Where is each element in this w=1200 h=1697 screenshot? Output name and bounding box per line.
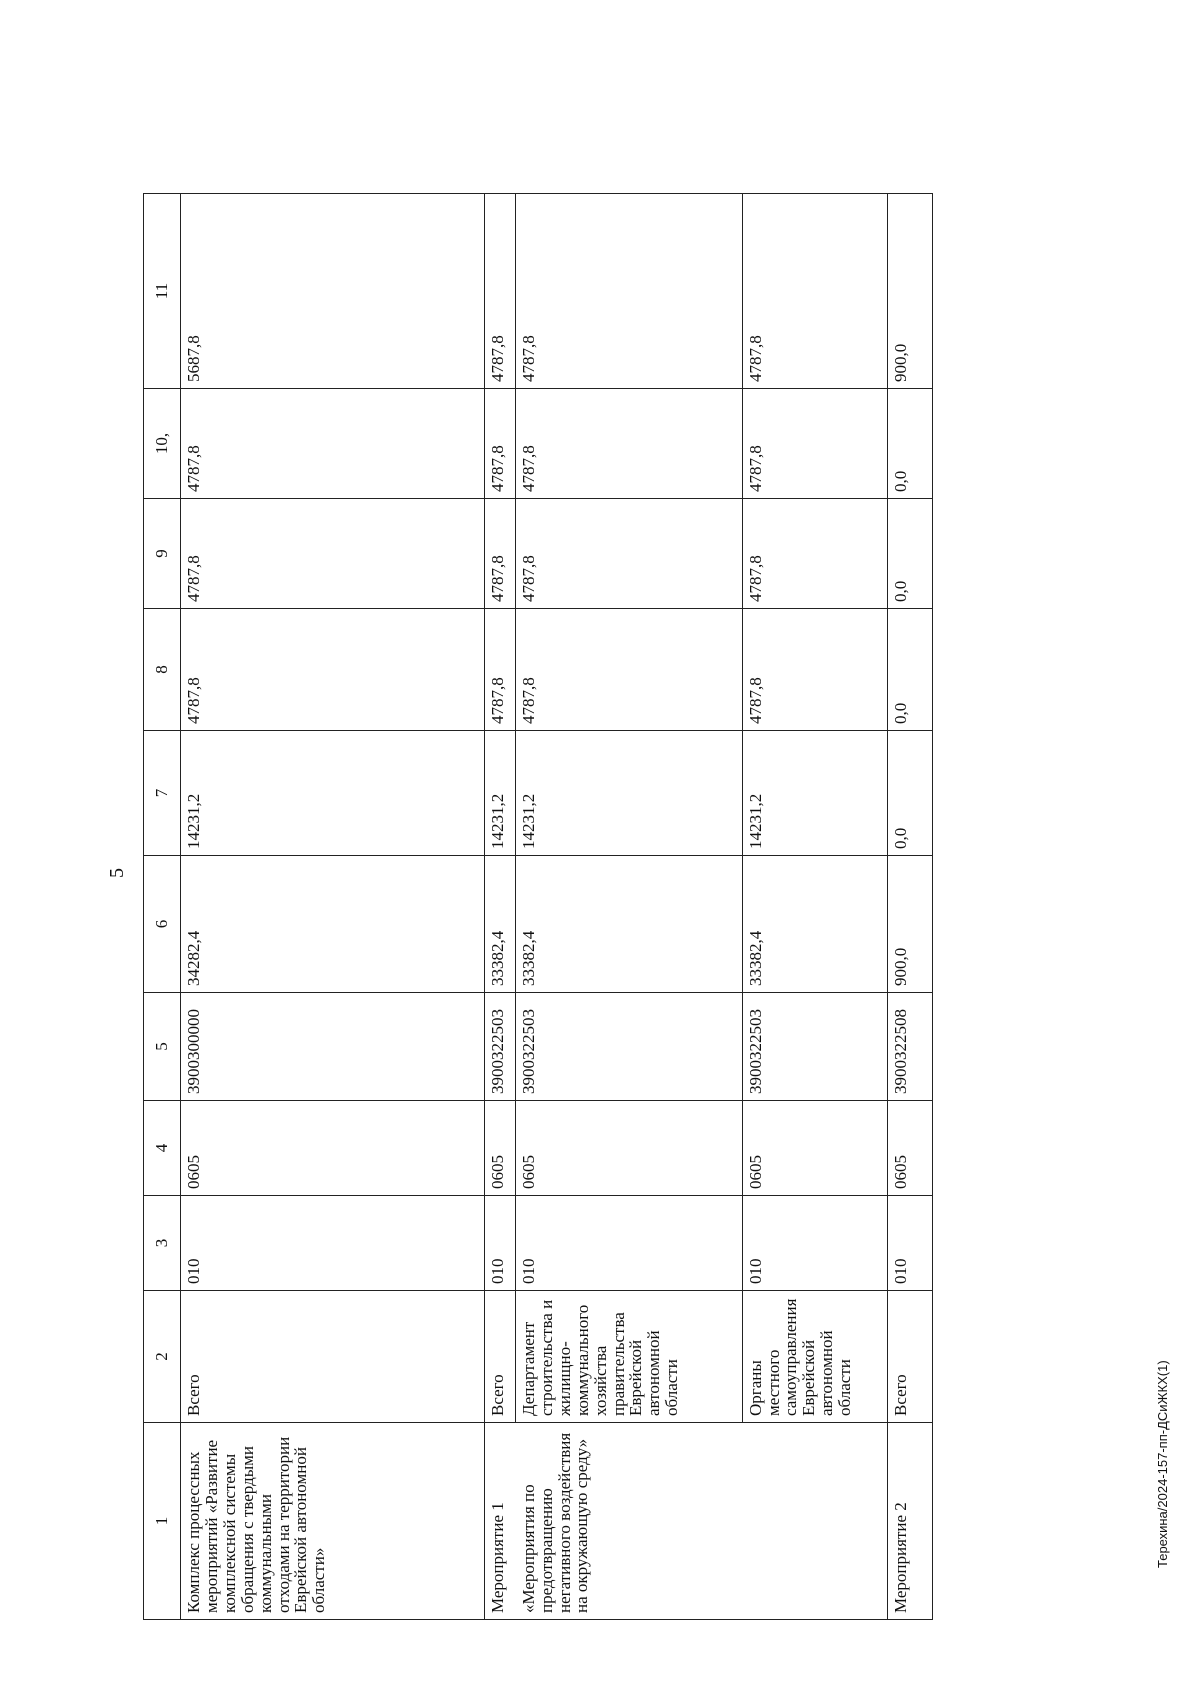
cell-col3: 010	[887, 1196, 932, 1291]
cell-col6: 33382,4	[516, 856, 742, 993]
cell-col7: 14231,2	[484, 731, 516, 856]
header-cell: 3	[144, 1196, 181, 1291]
cell-col4: 0605	[887, 1101, 932, 1196]
header-cell: 5	[144, 993, 181, 1101]
cell-col7: 14231,2	[516, 731, 742, 856]
table-row	[484, 194, 516, 1620]
cell-col10: 4787,8	[742, 389, 887, 499]
cell-name: Мероприятие 2	[887, 1423, 932, 1620]
cell-col10: 4787,8	[516, 389, 742, 499]
cell-col10: 4787,8	[484, 389, 516, 499]
header-cell: 7	[144, 731, 181, 856]
cell-col9: 4787,8	[484, 499, 516, 609]
cell-col11: 4787,8	[516, 194, 742, 389]
header-cell: 2	[144, 1291, 181, 1423]
cell-col9: 4787,8	[181, 499, 484, 609]
cell-col4: 0605	[181, 1101, 484, 1196]
cell-col11: 5687,8	[181, 194, 484, 389]
cell-col6: 33382,4	[742, 856, 887, 993]
cell-col11: 4787,8	[742, 194, 887, 389]
cell-col6: 34282,4	[181, 856, 484, 993]
cell-col6: 900,0	[887, 856, 932, 993]
cell-col5: 3900322503	[484, 993, 516, 1101]
cell-col7: 14231,2	[181, 731, 484, 856]
table-row	[742, 194, 887, 1620]
header-cell: 6	[144, 856, 181, 993]
cell-executor: Департамент строительства и жилищно-коммунального хозяйства правительства Еврейской автономной области	[516, 1291, 742, 1423]
cell-name	[742, 1423, 887, 1620]
cell-col8: 0,0	[887, 609, 932, 731]
cell-col4: 0605	[484, 1101, 516, 1196]
header-cell: 1	[144, 1423, 181, 1620]
cell-col6: 33382,4	[484, 856, 516, 993]
cell-executor: Всего	[887, 1291, 932, 1423]
header-cell: 11	[144, 194, 181, 389]
cell-executor: Всего	[181, 1291, 484, 1423]
cell-name: Мероприятие 1	[484, 1423, 516, 1620]
table-row	[181, 194, 484, 1620]
budget-table	[143, 193, 933, 1620]
cell-col4: 0605	[742, 1101, 887, 1196]
cell-col3: 010	[516, 1196, 742, 1291]
cell-col8: 4787,8	[484, 609, 516, 731]
cell-col8: 4787,8	[181, 609, 484, 731]
cell-col7: 0,0	[887, 731, 932, 856]
cell-executor: Органы местного самоуправления Еврейской автономной области	[742, 1291, 887, 1423]
cell-col3: 010	[742, 1196, 887, 1291]
table-container	[143, 194, 933, 1620]
cell-col11: 4787,8	[484, 194, 516, 389]
cell-col9: 4787,8	[516, 499, 742, 609]
cell-col10: 4787,8	[181, 389, 484, 499]
header-cell: 4	[144, 1101, 181, 1196]
cell-col5: 3900322503	[516, 993, 742, 1101]
cell-executor: Всего	[484, 1291, 516, 1423]
cell-col10: 0,0	[887, 389, 932, 499]
table-row	[516, 194, 742, 1620]
table-row	[887, 194, 932, 1620]
page-number: 5	[106, 868, 128, 878]
cell-col4: 0605	[516, 1101, 742, 1196]
cell-name: Комплекс процессных мероприятий «Развитие комплексной системы обращения с твердыми коммунальными отходами на территории Еврейской автономной области»	[181, 1423, 484, 1620]
header-cell: 8	[144, 609, 181, 731]
cell-col8: 4787,8	[516, 609, 742, 731]
cell-col11: 900,0	[887, 194, 932, 389]
header-cell: 9	[144, 499, 181, 609]
header-cell: 10,	[144, 389, 181, 499]
cell-col9: 4787,8	[742, 499, 887, 609]
cell-name: «Мероприятия по предотвращению негативного воздействия на окружающую среду»	[516, 1423, 742, 1620]
cell-col3: 010	[181, 1196, 484, 1291]
cell-col5: 3900322503	[742, 993, 887, 1101]
cell-col9: 0,0	[887, 499, 932, 609]
cell-col5: 3900322508	[887, 993, 932, 1101]
document-reference-note: Терехина/2024-157-пп-ДСиЖКХ(1)	[1155, 1360, 1170, 1568]
header-row	[144, 194, 181, 1620]
cell-col8: 4787,8	[742, 609, 887, 731]
cell-col5: 3900300000	[181, 993, 484, 1101]
cell-col7: 14231,2	[742, 731, 887, 856]
cell-col3: 010	[484, 1196, 516, 1291]
